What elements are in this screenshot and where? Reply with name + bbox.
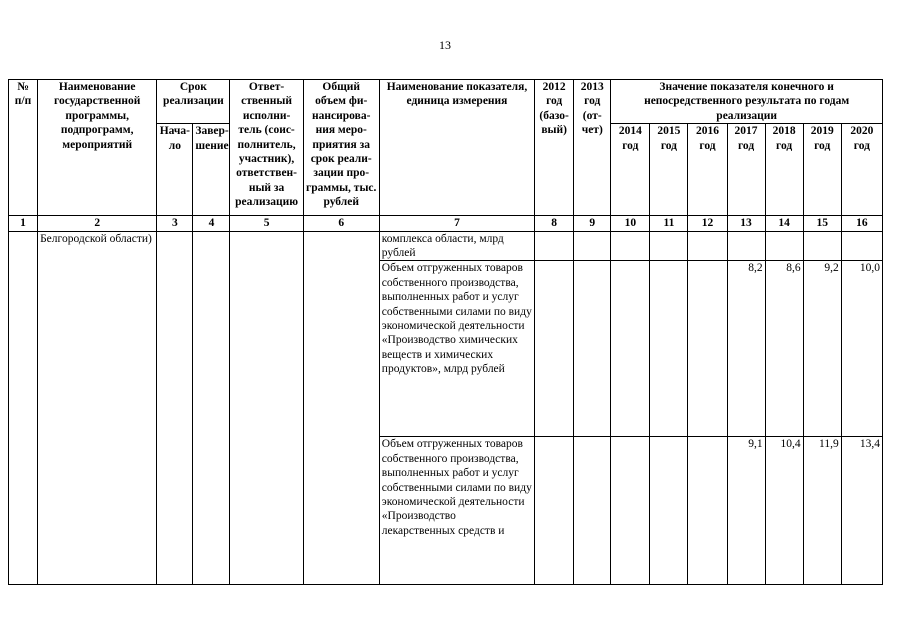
value-cell	[650, 231, 688, 261]
value-cell	[574, 261, 611, 437]
header-num: № п/п	[9, 80, 38, 216]
column-number: 6	[303, 216, 379, 231]
column-number: 13	[727, 216, 765, 231]
header-values-title: Значение показателя конечного и непосредственного результата по годам реализации	[611, 80, 883, 124]
column-number: 10	[611, 216, 650, 231]
value-cell	[688, 231, 727, 261]
value-cell: 8,2	[727, 261, 765, 437]
executor-cell	[230, 231, 303, 585]
column-number: 4	[193, 216, 230, 231]
value-cell	[688, 261, 727, 437]
column-number: 11	[650, 216, 688, 231]
value-cell	[574, 437, 611, 585]
column-number: 12	[688, 216, 727, 231]
value-cell: 9,1	[727, 437, 765, 585]
value-cell	[650, 437, 688, 585]
column-number: 9	[574, 216, 611, 231]
value-cell: 10,0	[841, 261, 882, 437]
column-number: 3	[157, 216, 193, 231]
column-number: 7	[379, 216, 534, 231]
header-year: 2017 год	[727, 124, 765, 216]
value-cell	[611, 231, 650, 261]
value-cell	[535, 231, 574, 261]
value-cell	[535, 437, 574, 585]
value-cell	[841, 231, 882, 261]
header-year: 2019 год	[803, 124, 841, 216]
value-cell	[611, 261, 650, 437]
value-cell	[803, 231, 841, 261]
page-number: 13	[439, 38, 451, 52]
header-year: 2016 год	[688, 124, 727, 216]
column-number: 2	[38, 216, 157, 231]
column-number: 16	[841, 216, 882, 231]
funding-cell	[303, 231, 379, 585]
column-number: 8	[535, 216, 574, 231]
value-cell: 13,4	[841, 437, 882, 585]
term-start-cell	[157, 231, 193, 585]
header-2012: 2012 год (базо-вый)	[535, 80, 574, 216]
value-cell	[611, 437, 650, 585]
value-cell	[535, 261, 574, 437]
header-term-end: Завер-шение	[193, 124, 230, 216]
header-year: 2018 год	[765, 124, 803, 216]
header-year: 2014 год	[611, 124, 650, 216]
indicator-table	[8, 79, 883, 585]
column-number: 14	[765, 216, 803, 231]
value-cell: 9,2	[803, 261, 841, 437]
table-row	[9, 231, 883, 261]
header-indicator: Наименование показателя, единица измерения	[379, 80, 534, 216]
value-cell: 10,4	[765, 437, 803, 585]
indicator-cell: комплекса области, млрд рублей	[379, 231, 534, 261]
value-cell	[688, 437, 727, 585]
header-year: 2020 год	[841, 124, 882, 216]
value-cell	[727, 231, 765, 261]
header-2013: 2013 год (от-чет)	[574, 80, 611, 216]
indicator-cell: Объем отгруженных товаров собственного производства, выполненных работ и услуг собственными силами по виду экономической деятельности «Производство лекарственных средств и	[379, 437, 534, 585]
value-cell: 11,9	[803, 437, 841, 585]
header-funding: Общий объем фи-нансирова-ния меро-приятия за срок реали-зации про-граммы, тыс. рублей	[303, 80, 379, 216]
header-term: Срок реализации	[157, 80, 230, 124]
header-year: 2015 год	[650, 124, 688, 216]
column-number: 15	[803, 216, 841, 231]
header-term-start: Нача-ло	[157, 124, 193, 216]
row-num-cell	[9, 231, 38, 585]
header-executor: Ответ-ственный исполни-тель (соис-полнитель, участник), ответствен-ный за реализацию	[230, 80, 303, 216]
header-name: Наименование государственной программы, подпрограмм, мероприятий	[38, 80, 157, 216]
value-cell	[650, 261, 688, 437]
column-number: 1	[9, 216, 38, 231]
value-cell: 8,6	[765, 261, 803, 437]
indicator-cell: Объем отгруженных товаров собственного производства, выполненных работ и услуг собственными силами по виду экономической деятельности «Производство химических веществ и химических продуктов», млрд рублей	[379, 261, 534, 437]
value-cell	[574, 231, 611, 261]
term-end-cell	[193, 231, 230, 585]
column-number: 5	[230, 216, 303, 231]
value-cell	[765, 231, 803, 261]
program-name-cell: Белгородской области)	[38, 231, 157, 585]
